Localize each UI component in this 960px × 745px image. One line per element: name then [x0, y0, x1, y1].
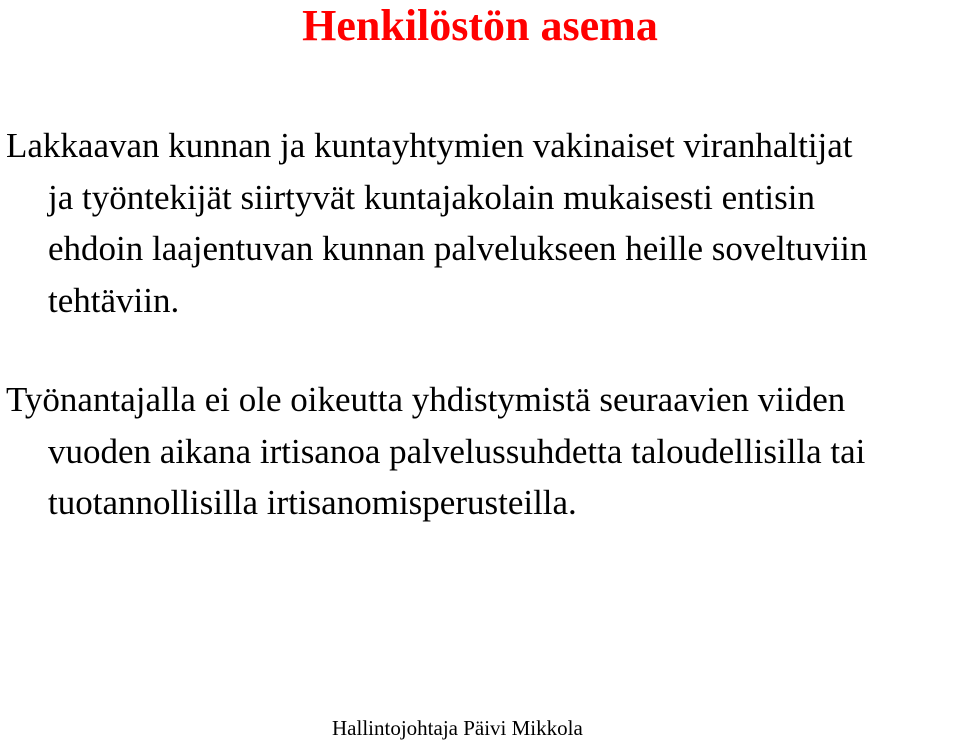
footer-author: Hallintojohtaja Päivi Mikkola [332, 716, 583, 740]
slide-title: Henkilöstön asema [302, 1, 658, 50]
paragraph-line: tehtäviin. [48, 280, 180, 320]
paragraph-line: ja työntekijät siirtyvät kuntajakolain mukaisesti entisin [48, 177, 815, 217]
paragraph-line: tuotannollisilla irtisanomisperusteilla. [48, 483, 577, 522]
paragraph-line: vuoden aikana irtisanoa palvelussuhdetta taloudellisilla tai [48, 431, 866, 471]
paragraph-line: Työnantajalla ei ole oikeutta yhdistymistä seuraavien viiden [6, 380, 846, 419]
paragraph-dismissal-protection [6, 374, 956, 529]
paragraph-line: Lakkaavan kunnan ja kuntayhtymien vakinaiset viranhaltijat [6, 126, 853, 165]
paragraph-line: ehdoin laajentuvan kunnan palvelukseen heille soveltuviin [48, 229, 868, 268]
paragraph-staff-transfer [6, 120, 956, 326]
